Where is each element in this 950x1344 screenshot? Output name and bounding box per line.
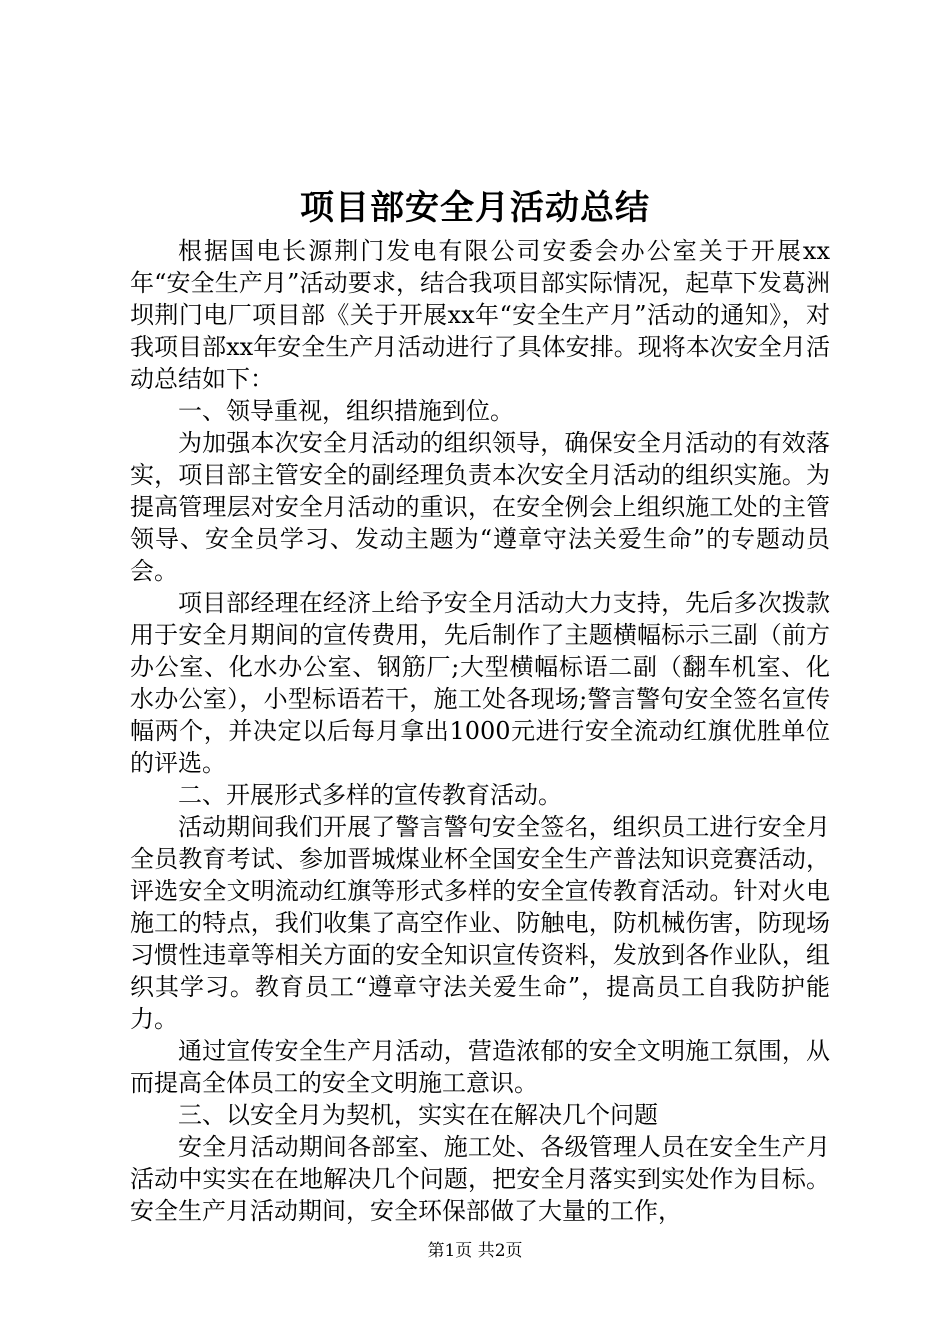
paragraph: 为加强本次安全月活动的组织领导，确保安全月活动的有效落实，项目部主管安全的副经理负责本次安全月活动的组织实施。为提高管理层对安全月活动的重识，在安全例会上组织施工处的主管领导、安全员学习、发动主题为“遵章守法关爱生命”的专题动员会。 (130, 429, 830, 585)
page-number-footer: 第1页 共2页 (427, 1241, 523, 1261)
paragraph: 根据国电长源荆门发电有限公司安委会办公室关于开展xx年“安全生产月”活动要求，结合我项目部实际情况，起草下发葛洲坝荆门电厂项目部《关于开展xx年“安全生产月”活动的通知》，对我项目部xx年安全生产月活动进行了具体安排。现将本次安全月活动总结如下： (130, 237, 830, 393)
paragraph: 活动期间我们开展了警言警句安全签名，组织员工进行安全月全员教育考试、参加晋城煤业杯全国安全生产普法知识竞赛活动，评选安全文明流动红旗等形式多样的安全宣传教育活动。针对火电施工的特点，我们收集了高空作业、防触电，防机械伤害，防现场习惯性违章等相关方面的安全知识宣传资料，发放到各作业队，组织其学习。教育员工“遵章守法关爱生命”，提高员工自我防护能力。 (130, 813, 830, 1033)
paragraph: 通过宣传安全生产月活动，营造浓郁的安全文明施工氛围，从而提高全体员工的安全文明施工意识。 (130, 1037, 830, 1097)
document-title: 项目部安全月活动总结 (300, 188, 650, 228)
document-body (130, 235, 830, 1227)
section-heading: 二、开展形式多样的宣传教育活动。 (178, 781, 562, 809)
section-heading: 一、领导重视，组织措施到位。 (178, 397, 514, 425)
section-heading: 三、以安全月为契机，实实在在解决几个问题 (178, 1101, 658, 1129)
paragraph: 安全月活动期间各部室、施工处、各级管理人员在安全生产月活动中实实在在地解决几个问题，把安全月落实到实处作为目标。安全生产月活动期间，安全环保部做了大量的工作， (130, 1133, 830, 1225)
paragraph: 项目部经理在经济上给予安全月活动大力支持，先后多次拨款用于安全月期间的宣传费用，先后制作了主题横幅标示三副（前方办公室、化水办公室、钢筋厂;大型横幅标语二副（翻车机室、化水办公室），小型标语若干，施工处各现场;警言警句安全签名宣传幅两个，并决定以后每月拿出1000元进行安全流动红旗优胜单位的评选。 (130, 589, 830, 777)
